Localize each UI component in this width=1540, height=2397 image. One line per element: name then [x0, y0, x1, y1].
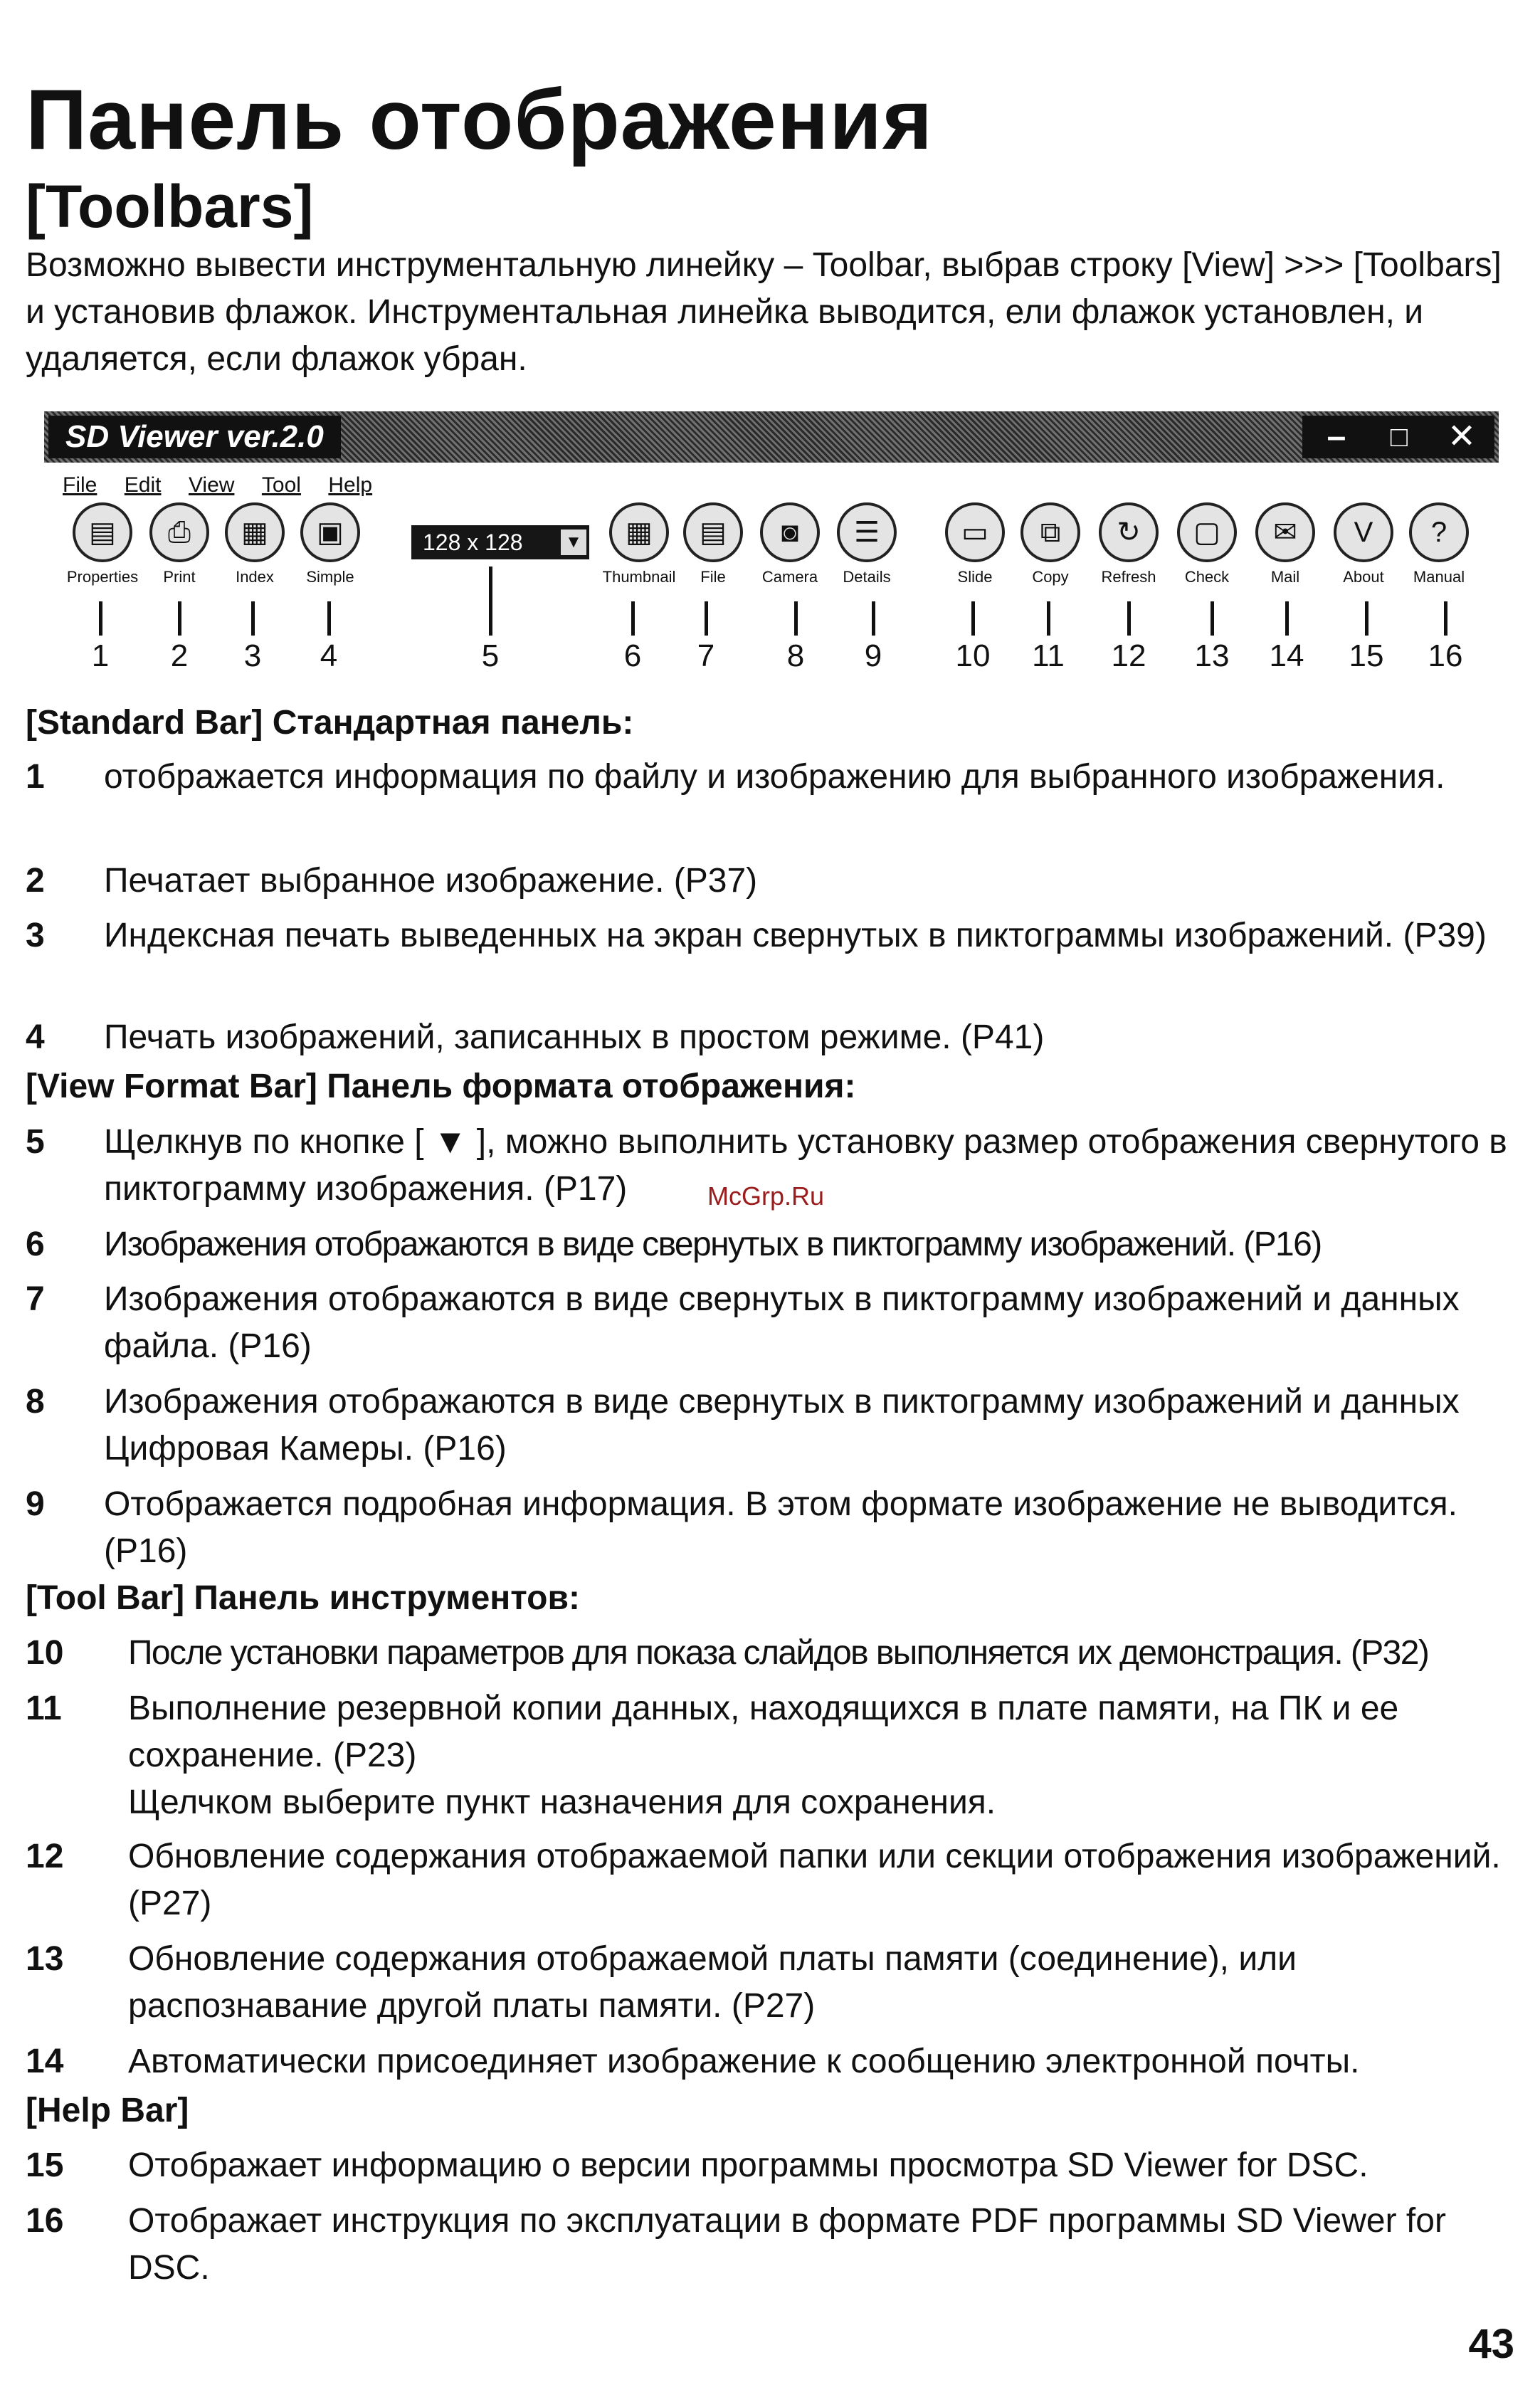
callout-number: 5 — [481, 638, 500, 673]
item-number: 13 — [26, 1940, 64, 1978]
about-icon: V — [1334, 502, 1393, 562]
mail-button[interactable] — [1244, 502, 1327, 586]
menu-tool[interactable]: Tool — [261, 473, 301, 497]
refresh-icon: ↻ — [1099, 502, 1159, 562]
slide-icon: ▭ — [945, 502, 1005, 562]
menu-file[interactable]: File — [63, 473, 97, 497]
thumbnail-size-select[interactable] — [411, 525, 589, 559]
file-view-button[interactable] — [672, 502, 754, 586]
item-text: Выполнение резервной копии данных, находящихся в плате памяти, на ПК и ее сохранение. (P23) — [128, 1690, 1399, 1774]
page-number: 43 — [1468, 2321, 1514, 2367]
item-text: Печатает выбранное изображение. (P37) — [104, 862, 758, 900]
callout-number: 11 — [1032, 638, 1065, 673]
window-title: SD Viewer ver.2.0 — [48, 416, 341, 458]
print-label: Print — [163, 568, 196, 586]
callout-line — [251, 601, 255, 636]
intro-paragraph: Возможно вывести инструментальную линейку – Toolbar, выбрав строку [View] >>> [Toolbars] и установив флажок. Инструментальная линейка выводится, ели флажок установлен, и удаляется, если флажок убран. — [26, 246, 1502, 378]
thumbnail-button[interactable] — [598, 502, 680, 586]
item-text: Отображается подробная информация. В этом формате изображение не выводится. (P16) — [104, 1485, 1457, 1570]
maximize-button[interactable]: □ — [1390, 421, 1408, 453]
callout-line — [489, 567, 492, 636]
about-label: About — [1343, 568, 1384, 586]
callout-number: 6 — [623, 638, 642, 673]
properties-icon: ▤ — [73, 502, 132, 562]
item-text: Изображения отображаются в виде свернутых в пиктограмму изображений и данных Цифровая Камеры. (P16) — [104, 1383, 1460, 1468]
thumbnail-icon: ▦ — [609, 502, 669, 562]
callout-number: 15 — [1349, 638, 1384, 673]
callout-line — [1127, 601, 1131, 636]
item-text: Индексная печать выведенных на экран свернутых в пиктограммы изображений. (P39) — [104, 917, 1487, 954]
item-number: 9 — [26, 1485, 45, 1523]
callout-number: 14 — [1269, 638, 1304, 673]
callout-line — [1211, 601, 1214, 636]
mail-icon: ✉ — [1255, 502, 1315, 562]
item-text: Обновление содержания отображаемой платы памяти (соединение), или распознавание другой платы памяти. (P27) — [128, 1940, 1297, 2025]
callout-number: 7 — [697, 638, 715, 673]
window-controls — [1302, 416, 1494, 458]
camera-view-label: Camera — [761, 568, 818, 586]
callout-number: 8 — [786, 638, 805, 673]
index-icon: ▦ — [225, 502, 285, 562]
mail-label: Mail — [1270, 568, 1300, 586]
callout-number: 12 — [1111, 638, 1146, 673]
callout-line — [1047, 601, 1050, 636]
callout-line — [99, 601, 102, 636]
window-titlebar[interactable] — [44, 411, 1499, 463]
callout-number: 1 — [91, 638, 110, 673]
section-help-bar: [Help Bar] — [26, 2092, 189, 2129]
slide-button[interactable] — [934, 502, 1016, 586]
callout-number: 9 — [864, 638, 882, 673]
item-text: Отображает инструкция по эксплуатации в формате PDF программы SD Viewer for DSC. — [128, 2202, 1446, 2287]
item-number: 3 — [26, 917, 45, 954]
watermark: McGrp.Ru — [707, 1181, 825, 1211]
callout-line — [327, 601, 331, 636]
sd-viewer-window-screenshot — [44, 411, 1499, 646]
section-view-format-bar: [View Format Bar] Панель формата отображения: — [26, 1068, 856, 1105]
simple-print-icon: ▣ — [300, 502, 360, 562]
camera-icon: ◙ — [760, 502, 820, 562]
item-number: 5 — [26, 1123, 45, 1161]
about-button[interactable] — [1322, 502, 1405, 586]
dropdown-arrow-icon[interactable]: ▼ — [561, 530, 586, 555]
item-text: Отображает информацию о версии программы просмотра SD Viewer for DSC. — [128, 2146, 1368, 2184]
menu-view[interactable]: View — [188, 473, 235, 497]
item-number: 15 — [26, 2146, 64, 2184]
menu-edit[interactable]: Edit — [124, 473, 162, 497]
item-text: Автоматически присоединяет изображение к сообщению электронной почты. — [128, 2043, 1360, 2080]
item-number: 1 — [26, 758, 45, 796]
callout-line — [1444, 601, 1447, 636]
callout-line — [794, 601, 798, 636]
item-text: Изображения отображаются в виде свернутых в пиктограмму изображений. (P16) — [104, 1226, 1322, 1263]
check-button[interactable] — [1166, 502, 1248, 586]
manual-icon: ? — [1409, 502, 1469, 562]
slide-label: Slide — [957, 568, 993, 586]
callout-line — [705, 601, 708, 636]
file-icon: ▤ — [683, 502, 743, 562]
item-text: Изображения отображаются в виде свернутых в пиктограмму изображений и данных файла. (P16) — [104, 1280, 1460, 1365]
callout-line — [872, 601, 875, 636]
item-number: 8 — [26, 1383, 45, 1421]
properties-button[interactable] — [61, 502, 144, 586]
details-view-button[interactable] — [826, 502, 908, 586]
manual-label: Manual — [1413, 568, 1465, 586]
callout-number: 2 — [170, 638, 189, 673]
section-tool-bar: [Tool Bar] Панель инструментов: — [26, 1579, 580, 1617]
print-icon: ⎙ — [149, 502, 209, 562]
details-view-label: Details — [843, 568, 891, 586]
item-note: Щелчком выберите пункт назначения для сохранения. — [128, 1784, 996, 1821]
item-text: Щелкнув по кнопке [ ▼ ], можно выполнить установку размер отображения свернутого в пиктограмму изображения. (P17) — [104, 1123, 1507, 1208]
copy-button[interactable] — [1009, 502, 1092, 586]
check-icon: ▢ — [1177, 502, 1237, 562]
item-number: 14 — [26, 2043, 64, 2080]
callout-line — [631, 601, 635, 636]
callout-line — [1285, 601, 1289, 636]
refresh-button[interactable] — [1087, 502, 1170, 586]
item-number: 12 — [26, 1838, 64, 1875]
menu-help[interactable]: Help — [328, 473, 373, 497]
properties-label: Properties — [66, 568, 139, 586]
minimize-button[interactable]: – — [1327, 418, 1346, 455]
item-number: 4 — [26, 1018, 45, 1056]
refresh-label: Refresh — [1101, 568, 1156, 586]
callout-number: 13 — [1194, 638, 1230, 673]
thumbnail-size-value: 128 x 128 — [423, 530, 523, 555]
callout-number: 3 — [243, 638, 262, 673]
item-number: 10 — [26, 1634, 64, 1672]
item-text: Обновление содержания отображаемой папки или секции отображения изображений. (P27) — [128, 1838, 1501, 1922]
manual-button[interactable] — [1398, 502, 1480, 586]
item-number: 7 — [26, 1280, 45, 1318]
callout-line — [178, 601, 181, 636]
callout-number: 16 — [1428, 638, 1463, 673]
section-standard-bar: [Standard Bar] Стандартная панель: — [26, 704, 634, 742]
callout-number: 4 — [320, 638, 338, 673]
item-text: После установки параметров для показа слайдов выполняется их демонстрация. (P32) — [128, 1634, 1429, 1672]
check-label: Check — [1184, 568, 1230, 586]
file-view-label: File — [700, 568, 726, 586]
details-icon: ☰ — [837, 502, 897, 562]
callout-line — [971, 601, 975, 636]
index-label: Index — [236, 568, 274, 586]
copy-icon: ⧉ — [1020, 502, 1080, 562]
callout-line — [1365, 601, 1368, 636]
thumbnail-label: Thumbnail — [602, 568, 676, 586]
page-title: Панель отображения — [26, 72, 934, 167]
menu-bar — [63, 470, 396, 501]
index-button[interactable] — [213, 502, 296, 586]
copy-label: Copy — [1032, 568, 1069, 586]
item-number: 2 — [26, 862, 45, 900]
page-subtitle: [Toolbars] — [26, 173, 314, 240]
simple-label: Simple — [306, 568, 354, 586]
item-text: отображается информация по файлу и изображению для выбранного изображения. — [104, 758, 1445, 796]
close-button[interactable]: ✕ — [1447, 418, 1477, 455]
simple-button[interactable] — [289, 502, 371, 586]
item-number: 6 — [26, 1226, 45, 1263]
item-number: 16 — [26, 2202, 64, 2240]
print-button[interactable] — [138, 502, 221, 586]
callout-number: 10 — [955, 638, 991, 673]
item-number: 11 — [26, 1690, 62, 1727]
camera-view-button[interactable] — [749, 502, 831, 586]
item-text: Печать изображений, записанных в простом режиме. (P41) — [104, 1018, 1045, 1056]
